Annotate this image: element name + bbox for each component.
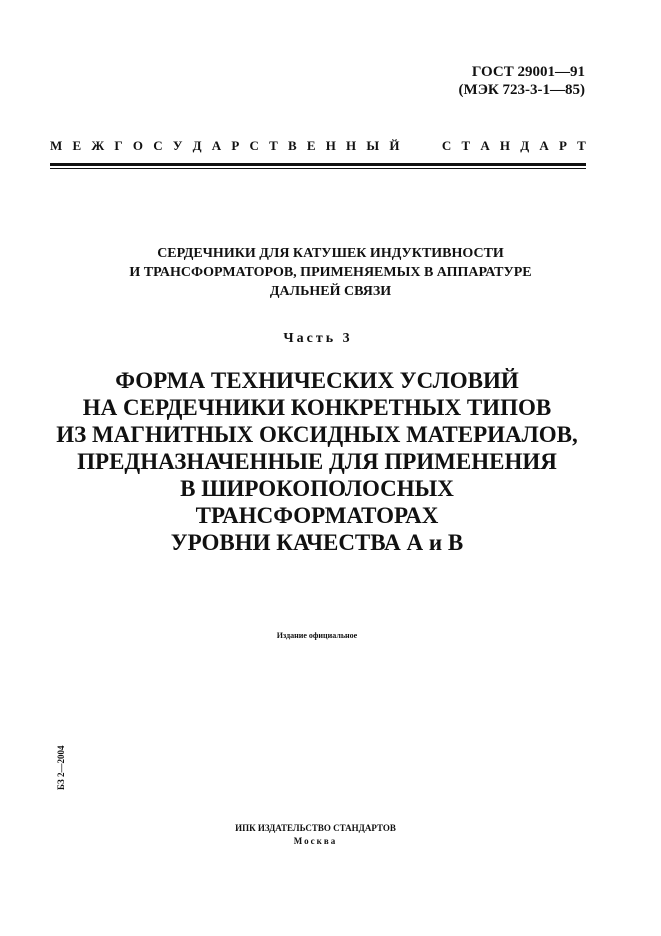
heading-letter: А [480, 138, 490, 153]
heading-letter: С [249, 138, 259, 153]
main-title-line: УРОВНИ КАЧЕСТВА А и В [170, 530, 464, 555]
heading-letter: О [132, 138, 144, 153]
main-title-line: ТРАНСФОРМАТОРАХ [195, 503, 439, 528]
heading-letter: Н [499, 138, 511, 153]
series-title-line: И ТРАНСФОРМАТОРОВ, ПРИМЕНЯЕМЫХ В АППАРАТУРЕ [129, 265, 532, 280]
main-title-line: ИЗ МАГНИТНЫХ ОКСИДНЫХ МАТЕРИАЛОВ, [56, 422, 578, 447]
catalog-code: БЗ 2—2004 [56, 745, 66, 790]
header-rule-thick [50, 163, 586, 166]
publisher-name: ИПК ИЗДАТЕЛЬСТВО СТАНДАРТОВ [235, 823, 396, 833]
main-title-line: НА СЕРДЕЧНИКИ КОНКРЕТНЫХ ТИПОВ [82, 395, 552, 420]
main-title-line: ПРЕДНАЗНАЧЕННЫЕ ДЛЯ ПРИМЕНЕНИЯ [77, 449, 557, 474]
heading-letter: Д [192, 138, 202, 153]
series-title [0, 244, 661, 301]
heading-letter: У [172, 138, 183, 153]
word-gap [410, 138, 432, 154]
heading-letter: Н [346, 138, 357, 153]
main-title-line: ФОРМА ТЕХНИЧЕСКИХ УСЛОВИЙ [115, 368, 519, 393]
heading-letter: В [287, 138, 297, 153]
heading-letter: М [50, 138, 63, 153]
publisher-city: Москва [293, 836, 338, 846]
part-label: Часть 3 [283, 331, 353, 346]
heading-letter: Р [231, 138, 240, 153]
heading-letter: Р [559, 138, 567, 153]
heading-letter: Ы [366, 138, 380, 153]
heading-letter: Ж [91, 138, 105, 153]
heading-letter: С [153, 138, 163, 153]
heading-letter: Г [114, 138, 123, 153]
publisher-block [0, 822, 631, 848]
standard-designation [459, 63, 585, 99]
gost-number: ГОСТ 29001—91 [471, 64, 585, 80]
main-title-line: В ШИРОКОПОЛОСНЫХ [180, 476, 454, 501]
heading-letter: Т [461, 138, 471, 153]
heading-letter: Т [269, 138, 278, 153]
heading-letter: Д [520, 138, 530, 153]
iec-number: (МЭК 723-3-1—85) [458, 82, 585, 98]
header-rule-thin [50, 168, 586, 169]
heading-letter: Е [72, 138, 82, 153]
series-title-line: СЕРДЕЧНИКИ ДЛЯ КАТУШЕК ИНДУКТИВНОСТИ [157, 246, 504, 261]
heading-letter: Т [577, 138, 586, 153]
heading-letter: Е [306, 138, 316, 153]
main-title [0, 367, 634, 556]
heading-letter: Й [389, 138, 400, 153]
series-title-line: ДАЛЬНЕЙ СВЯЗИ [269, 284, 392, 299]
heading-letter: А [211, 138, 222, 153]
heading-letter: С [441, 138, 452, 153]
edition-note: Издание официальное [276, 631, 358, 640]
heading-letter: Н [325, 138, 336, 153]
interstate-standard-heading [50, 138, 586, 154]
heading-letter: А [539, 138, 549, 153]
